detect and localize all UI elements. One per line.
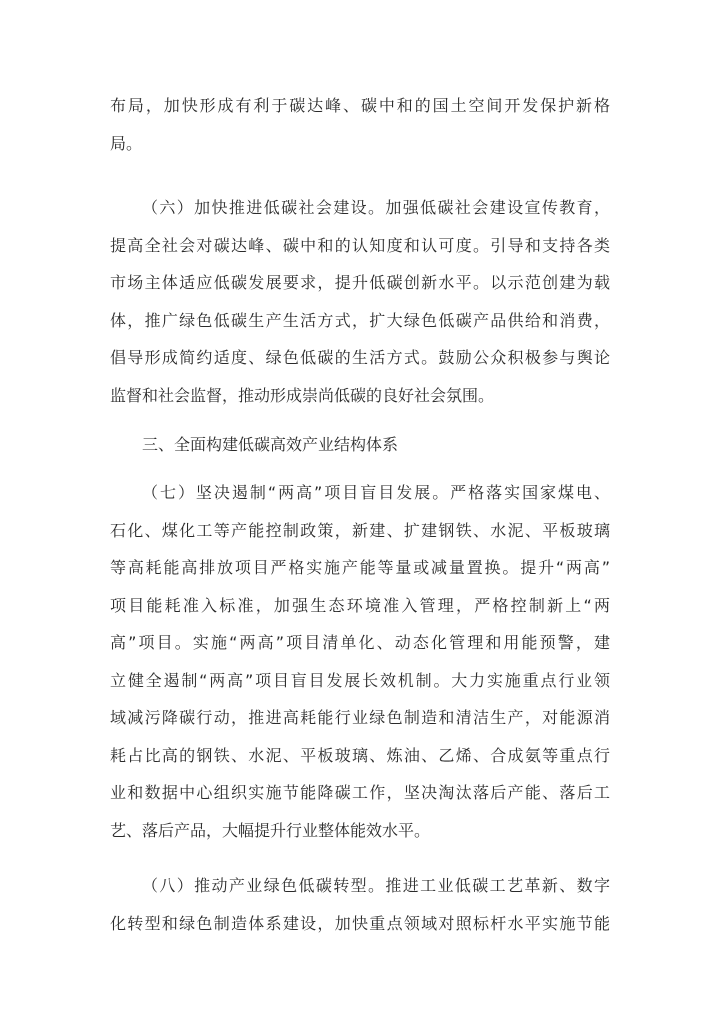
paragraph-line: 体，推广绿色低碳生产生活方式，扩大绿色低碳产品供给和消费， bbox=[110, 311, 610, 330]
paragraph-line: （七）坚决遏制“两高”项目盲目发展。严格落实国家煤电、 bbox=[142, 483, 610, 502]
paragraph-line: 耗占比高的钢铁、水泥、平板玻璃、炼油、乙烯、合成氨等重点行 bbox=[110, 746, 610, 765]
paragraph-line: 化转型和绿色制造体系建设，加快重点领域对照标杆水平实施节能 bbox=[110, 914, 610, 933]
paragraph-line: 等高耗能高排放项目严格实施产能等量或减量置换。提升“两高” bbox=[110, 558, 610, 577]
paragraph-line: 艺、落后产品，大幅提升行业整体能效水平。 bbox=[110, 821, 431, 840]
paragraph-line: （八）推动产业绿色低碳转型。推进工业低碳工艺革新、数字 bbox=[142, 876, 610, 895]
paragraph-line: 石化、煤化工等产能控制政策，新建、扩建钢铁、水泥、平板玻璃 bbox=[110, 521, 610, 540]
paragraph-line: 市场主体适应低碳发展要求，提升低碳创新水平。以示范创建为载 bbox=[110, 273, 610, 292]
paragraph-line: 倡导形成简约适度、绿色低碳的生活方式。鼓励公众积极参与舆论 bbox=[110, 348, 610, 367]
paragraph-line: 提高全社会对碳达峰、碳中和的认知度和认可度。引导和支持各类 bbox=[110, 236, 610, 255]
section-heading: 三、全面构建低碳高效产业结构体系 bbox=[142, 435, 399, 454]
paragraph-line: 高”项目。实施“两高”项目清单化、动态化管理和用能预警，建 bbox=[110, 633, 610, 652]
paragraph-line: 项目能耗准入标准，加强生态环境准入管理，严格控制新上“两 bbox=[110, 596, 610, 615]
paragraph-line: 局。 bbox=[110, 134, 143, 153]
paragraph-line: 业和数据中心组织实施节能降碳工作，坚决淘汰落后产能、落后工 bbox=[110, 783, 610, 802]
paragraph-line: 布局，加快形成有利于碳达峰、碳中和的国土空间开发保护新格 bbox=[110, 96, 610, 115]
paragraph-line: （六）加快推进低碳社会建设。加强低碳社会建设宣传教育， bbox=[142, 198, 610, 217]
paragraph-line: 监督和社会监督，推动形成崇尚低碳的良好社会氛围。 bbox=[110, 386, 495, 405]
paragraph-line: 立健全遏制“两高”项目盲目发展长效机制。大力实施重点行业领 bbox=[110, 671, 610, 690]
paragraph-line: 域减污降碳行动，推进高耗能行业绿色制造和清洁生产，对能源消 bbox=[110, 708, 610, 727]
